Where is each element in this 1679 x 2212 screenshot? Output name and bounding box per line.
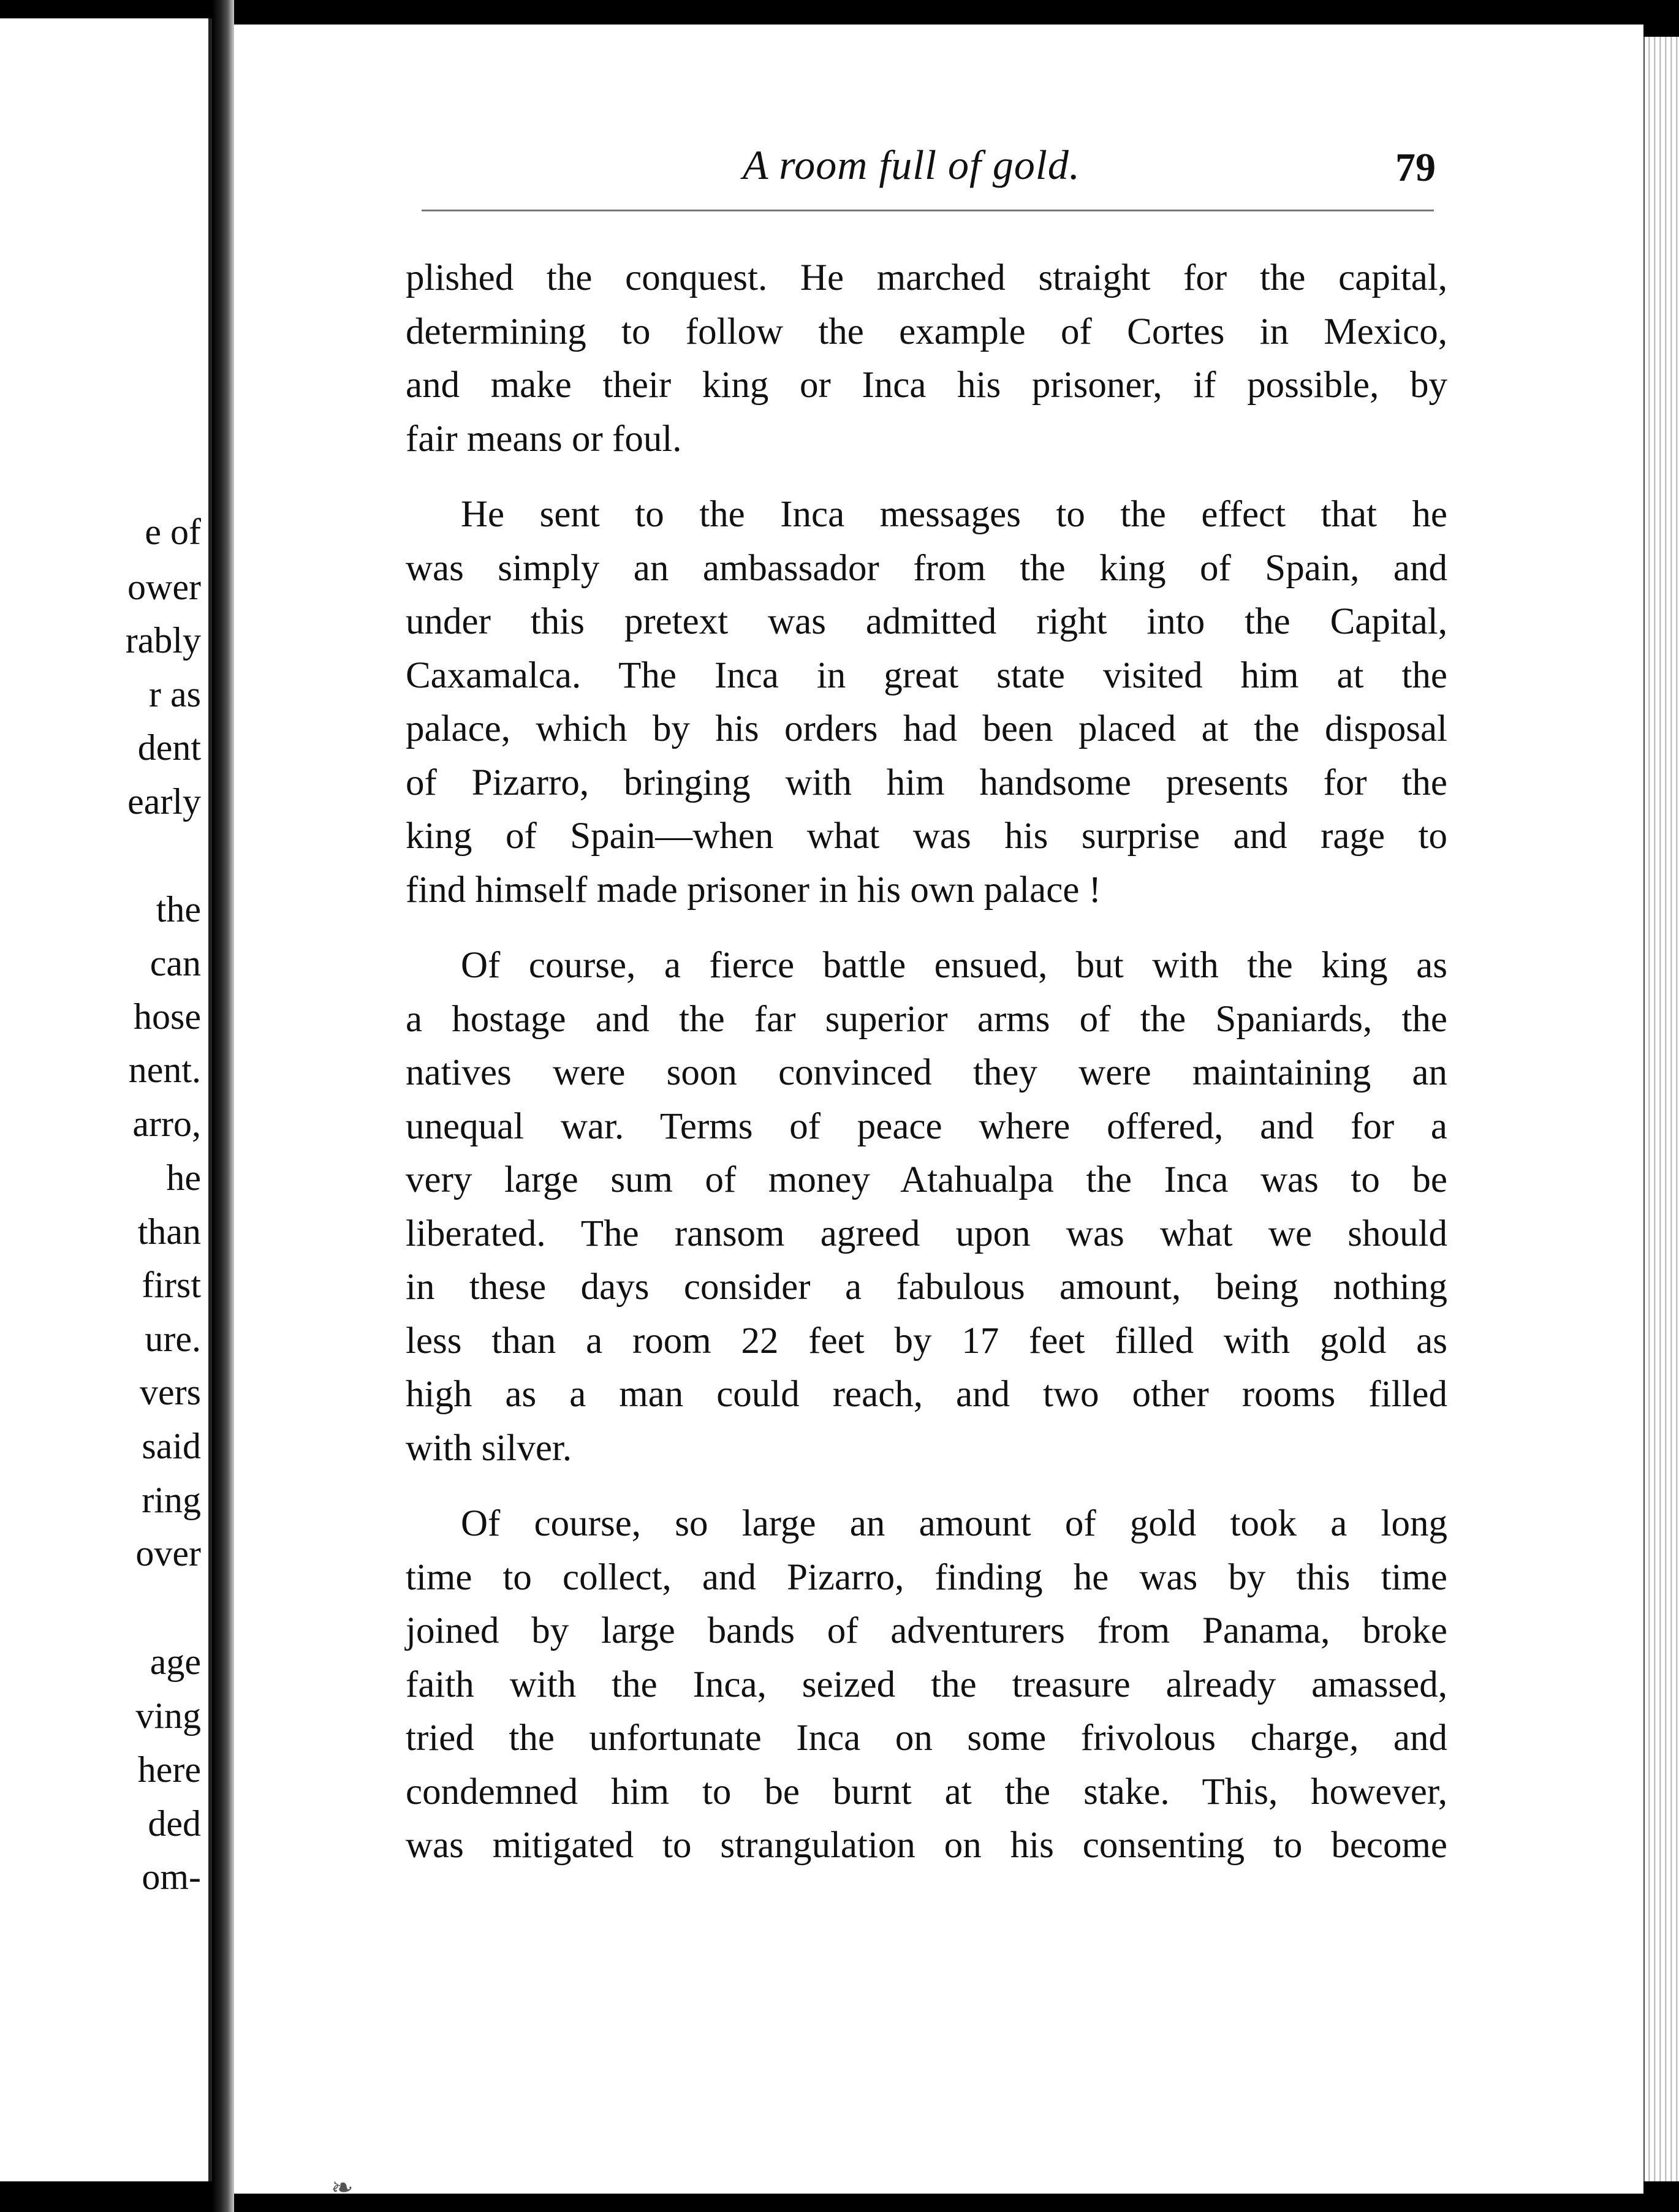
text-line: was simply an ambassador from the king of Spain, and	[406, 547, 1447, 589]
text-line: very large sum of money Atahualpa the Inca was to be	[406, 1159, 1447, 1200]
text-line: high as a man could reach, and two other rooms filled	[406, 1374, 1447, 1415]
facing-page-fragment: here	[137, 1749, 201, 1790]
book-gutter	[212, 0, 234, 2212]
text-line: was mitigated to strangulation on his consenting to become	[406, 1825, 1447, 1866]
page-body	[406, 251, 1447, 1895]
page-edges	[1643, 37, 1679, 2181]
text-line: plished the conquest. He marched straight for the capital,	[406, 257, 1447, 298]
text-line: Of course, so large an amount of gold took a long	[461, 1503, 1447, 1544]
text-line: under this pretext was admitted right into the Capital,	[406, 601, 1447, 642]
facing-page-fragment: early	[127, 781, 201, 822]
facing-page-fragment: said	[142, 1426, 201, 1466]
text-line: condemned him to be burnt at the stake. This, however,	[406, 1771, 1447, 1812]
ornament-icon: ❧	[331, 2173, 354, 2203]
text-line: natives were soon convinced they were maintaining an	[406, 1052, 1447, 1093]
text-line: and make their king or Inca his prisoner, if possible, by	[406, 365, 1447, 406]
text-line: determining to follow the example of Cortes in Mexico,	[406, 311, 1447, 352]
header-rule	[422, 210, 1434, 211]
running-head	[234, 141, 1643, 196]
text-line: less than a room 22 feet by 17 feet filled with gold as	[406, 1320, 1447, 1362]
facing-page-fragment: he	[166, 1157, 201, 1198]
facing-page-fragment: rably	[125, 620, 201, 661]
text-line: of Pizarro, bringing with him handsome presents for the	[406, 762, 1447, 803]
text-line: king of Spain—when what was his surprise and rage to	[406, 816, 1447, 857]
text-line: find himself made prisoner in his own palace !	[406, 869, 1101, 911]
facing-page-fragment: vers	[140, 1372, 201, 1412]
paragraph	[406, 251, 1447, 466]
facing-page-fragment: ure.	[145, 1319, 201, 1359]
facing-page-fragment: than	[137, 1211, 201, 1252]
facing-page-fragment: e of	[145, 512, 201, 552]
text-line: Of course, a fierce battle ensued, but with the king as	[461, 945, 1447, 986]
text-line: He sent to the Inca messages to the effect that he	[461, 494, 1447, 535]
text-line: palace, which by his orders had been placed at the disposal	[406, 708, 1447, 749]
running-title: A room full of gold.	[743, 142, 1080, 188]
text-line: joined by large bands of adventurers from Panama, broke	[406, 1610, 1447, 1651]
text-line: fair means or foul.	[406, 418, 682, 460]
facing-page-fragment: r as	[149, 674, 201, 714]
text-line: tried the unfortunate Inca on some frivolous charge, and	[406, 1718, 1447, 1759]
facing-page-fragment: over	[135, 1533, 201, 1574]
facing-page-fragment: nent.	[128, 1050, 201, 1090]
text-line: time to collect, and Pizarro, finding he was by this time	[406, 1556, 1447, 1598]
paragraph	[406, 939, 1447, 1475]
text-line: unequal war. Terms of peace where offered, and for a	[406, 1105, 1447, 1147]
facing-page-fragment: arro,	[132, 1104, 201, 1144]
facing-page-fragment: hose	[134, 996, 201, 1037]
text-line: liberated. The ransom agreed upon was what we should	[406, 1213, 1447, 1254]
facing-page-fragment: first	[142, 1265, 201, 1305]
facing-page-fragment: ded	[148, 1803, 201, 1844]
text-line: a hostage and the far superior arms of the Spaniards, the	[406, 998, 1447, 1040]
facing-page-fragment: ving	[135, 1695, 201, 1736]
paragraph	[406, 488, 1447, 917]
text-line: in these days consider a fabulous amount, being nothing	[406, 1267, 1447, 1308]
facing-page-fragment: the	[156, 889, 201, 930]
facing-page-fragment: om-	[142, 1857, 201, 1897]
facing-page	[0, 18, 212, 2181]
paragraph	[406, 1497, 1447, 1873]
facing-page-fragment: ring	[142, 1480, 201, 1520]
text-line: with silver.	[406, 1427, 572, 1469]
facing-page-fragment: age	[150, 1642, 201, 1682]
facing-page-fragment: can	[150, 943, 201, 983]
text-line: Caxamalca. The Inca in great state visited him at the	[406, 654, 1447, 696]
book-page	[234, 25, 1643, 2194]
text-line: faith with the Inca, seized the treasure already amassed,	[406, 1664, 1447, 1705]
facing-page-fragment: dent	[137, 727, 201, 768]
facing-page-fragment: ower	[127, 567, 201, 607]
page-number: 79	[1395, 145, 1436, 190]
